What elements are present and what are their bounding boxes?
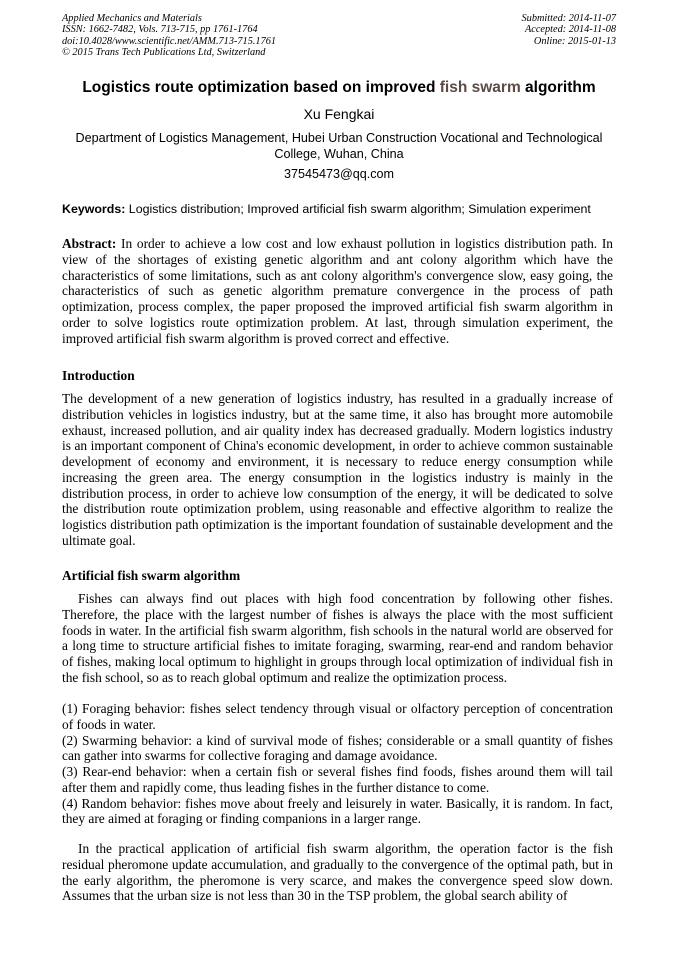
journal-name: Applied Mechanics and Materials bbox=[62, 13, 202, 24]
title-part-2: algorithm bbox=[520, 79, 596, 96]
abstract bbox=[62, 236, 613, 346]
list-item: (2) Swarming behavior: a kind of survival mode of fishes; considerable or a small quantity of fishes can gather into swarms for collective foraging and damage avoidance. bbox=[62, 732, 613, 764]
issn-line: ISSN: 1662-7482, Vols. 713-715, pp 1761-1764 bbox=[62, 24, 258, 36]
online-date: Online: 2015-01-13 bbox=[533, 35, 616, 47]
introduction-heading: Introduction bbox=[62, 368, 135, 383]
author-name: Xu Fengkai bbox=[303, 106, 375, 122]
keywords-label: Keywords: bbox=[62, 202, 126, 216]
list-item: (3) Rear-end behavior: when a certain fish or several fishes find foods, fishes around them will tail after them and rapidly come, thus leading fishes in the further distance to come. bbox=[62, 764, 613, 795]
keywords-text: Logistics distribution; Improved artificial fish swarm algorithm; Simulation experiment bbox=[125, 202, 591, 216]
title-part-1: Logistics route optimization based on improved bbox=[82, 79, 440, 96]
affiliation: Department of Logistics Management, Hubei Urban Construction Vocational and Technological College, Wuhan, China bbox=[75, 131, 603, 161]
introduction-paragraph: The development of a new generation of logistics industry, has resulted in a gradually increase of distribution vehicles in logistics industry, but at the same time, it also has brought more automobile exhaust, increased pollution, and air quality index has decreased gradually. Modern logistics industry is an important component of China's economic development, in order to achieve common sustainable development of economy and environment, it is necessary to reduce energy consumption while increasing the green area. The energy consumption in the logistics industry is mainly in the distribution process, in order to achieve low consumption of the energy, it will be dedicated to solve the distribution route optimization problem, using reasonable and effective algorithm to realize the logistics distribution path optimization is the important foundation of sustainable development and the ultimate goal. bbox=[62, 391, 613, 548]
afsa-heading: Artificial fish swarm algorithm bbox=[62, 568, 241, 583]
abstract-label: Abstract: bbox=[62, 236, 117, 251]
behavior-list bbox=[62, 701, 613, 827]
keywords bbox=[62, 202, 622, 216]
submitted-date: Submitted: 2014-11-07 bbox=[521, 13, 616, 24]
author-email: 37545473@qq.com bbox=[283, 167, 395, 181]
list-item: (1) Foraging behavior: fishes select tendency through visual or olfactory perception of concentration of foods in water. bbox=[62, 701, 613, 732]
list-item: (4) Random behavior: fishes move about freely and leisurely in water. Basically, it is random. In fact, they are aimed at foraging or finding companions in a larger range. bbox=[62, 795, 613, 827]
doi-line: doi:10.4028/www.scientific.net/AMM.713-715.1761 bbox=[62, 35, 277, 47]
accepted-date: Accepted: 2014-11-08 bbox=[524, 24, 616, 36]
abstract-text: In order to achieve a low cost and low exhaust pollution in logistics distribution path. In view of the shortages of existing genetic algorithm and ant colony algorithm which have the characteristics of some limitations, such as ant colony algorithm's convergence slow, easy going, the characteristics of such as genetic algorithm premature convergence in the process of path optimization, process complex, the paper proposed the improved artificial fish swarm algorithm in order to solve logistics route optimization problem. At last, through simulation experiment, the improved artificial fish swarm algorithm is proved correct and effective. bbox=[62, 236, 613, 346]
afsa-paragraph-1: Fishes can always find out places with high food concentration by following other fishes. Therefore, the place with the largest number of fishes is always the place with the most sufficient foods in water. In the artificial fish swarm algorithm, fish schools in the natural world are observed for a long time to structure artificial fishes to imitate foraging, swarming, rear-end and random behavior of fishes, making local optimum to highlight in groups through local optimization of individual fish in the fish school, so as to reach global optimum and realize the optimization process. bbox=[62, 591, 613, 685]
afsa-paragraph-2: In the practical application of artificial fish swarm algorithm, the operation factor is the fish residual pheromone update accumulation, and gradually to the convergence of the optimal path, but in the early algorithm, the pheromone is very scarce, and makes the convergence speed slow down. Assumes that the urban size is not less than 30 in the TSP problem, the global search ability of bbox=[62, 841, 613, 904]
copyright-line: © 2015 Trans Tech Publications Ltd, Switzerland bbox=[62, 47, 266, 59]
publication-dates bbox=[522, 13, 616, 47]
title-highlight: fish swarm bbox=[439, 79, 521, 96]
paper-title bbox=[0, 79, 678, 97]
journal-info bbox=[62, 13, 276, 59]
